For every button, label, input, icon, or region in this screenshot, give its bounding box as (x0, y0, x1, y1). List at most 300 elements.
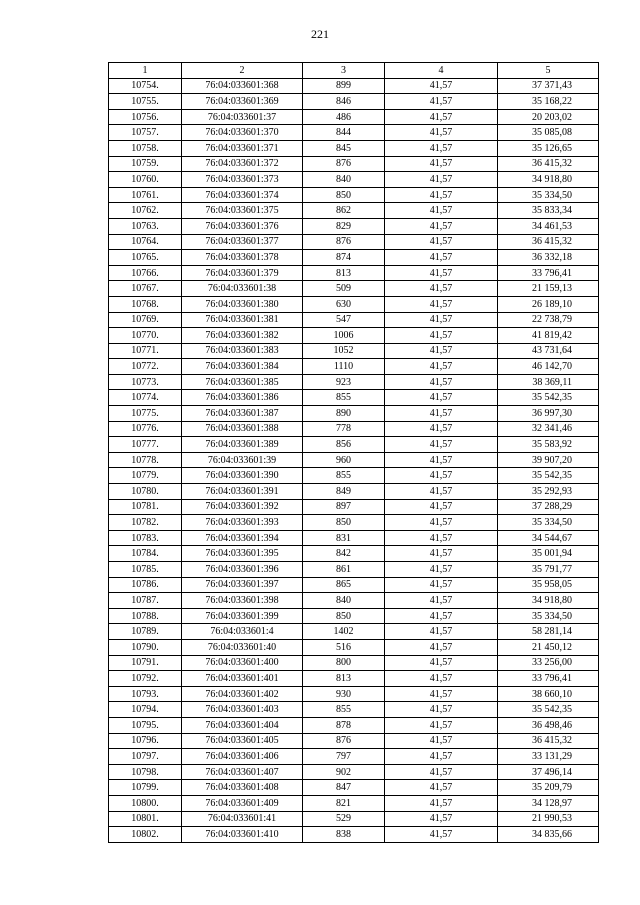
row-number-cell: 10783. (109, 530, 182, 546)
row-number-cell: 10782. (109, 515, 182, 531)
rate-cell: 41,57 (385, 187, 498, 203)
cadastral-number-cell: 76:04:033601:381 (182, 312, 303, 328)
column-header: 5 (498, 63, 599, 79)
table-row (109, 94, 599, 110)
amount-cell: 35 583,92 (498, 437, 599, 453)
table-row (109, 109, 599, 125)
rate-cell: 41,57 (385, 374, 498, 390)
area-cell: 849 (303, 484, 385, 500)
table-row (109, 125, 599, 141)
area-cell: 862 (303, 203, 385, 219)
cadastral-number-cell: 76:04:033601:409 (182, 795, 303, 811)
column-header: 2 (182, 63, 303, 79)
table-row (109, 437, 599, 453)
rate-cell: 41,57 (385, 717, 498, 733)
row-number-cell: 10777. (109, 437, 182, 453)
table-row (109, 421, 599, 437)
cadastral-number-cell: 76:04:033601:384 (182, 359, 303, 375)
table-row (109, 717, 599, 733)
table-row (109, 265, 599, 281)
table-row (109, 811, 599, 827)
area-cell: 831 (303, 530, 385, 546)
area-cell: 1110 (303, 359, 385, 375)
area-cell: 897 (303, 499, 385, 515)
row-number-cell: 10798. (109, 764, 182, 780)
row-number-cell: 10784. (109, 546, 182, 562)
amount-cell: 35 209,79 (498, 780, 599, 796)
area-cell: 516 (303, 639, 385, 655)
amount-cell: 34 128,97 (498, 795, 599, 811)
table-row (109, 452, 599, 468)
row-number-cell: 10762. (109, 203, 182, 219)
cadastral-number-cell: 76:04:033601:396 (182, 562, 303, 578)
amount-cell: 34 544,67 (498, 530, 599, 546)
area-cell: 878 (303, 717, 385, 733)
row-number-cell: 10779. (109, 468, 182, 484)
row-number-cell: 10755. (109, 94, 182, 110)
table-row (109, 749, 599, 765)
rate-cell: 41,57 (385, 795, 498, 811)
cadastral-number-cell: 76:04:033601:389 (182, 437, 303, 453)
table-row (109, 733, 599, 749)
cadastral-number-cell: 76:04:033601:391 (182, 484, 303, 500)
rate-cell: 41,57 (385, 530, 498, 546)
area-cell: 856 (303, 437, 385, 453)
area-cell: 850 (303, 515, 385, 531)
amount-cell: 37 288,29 (498, 499, 599, 515)
table-row (109, 546, 599, 562)
area-cell: 1052 (303, 343, 385, 359)
rate-cell: 41,57 (385, 125, 498, 141)
area-cell: 821 (303, 795, 385, 811)
amount-cell: 38 660,10 (498, 686, 599, 702)
area-cell: 850 (303, 187, 385, 203)
table-row (109, 827, 599, 843)
amount-cell: 21 990,53 (498, 811, 599, 827)
row-number-cell: 10776. (109, 421, 182, 437)
amount-cell: 41 819,42 (498, 328, 599, 344)
column-header: 3 (303, 63, 385, 79)
rate-cell: 41,57 (385, 437, 498, 453)
amount-cell: 35 833,34 (498, 203, 599, 219)
rate-cell: 41,57 (385, 296, 498, 312)
table-row (109, 250, 599, 266)
amount-cell: 33 131,29 (498, 749, 599, 765)
rate-cell: 41,57 (385, 515, 498, 531)
table-row (109, 156, 599, 172)
table-row (109, 484, 599, 500)
cadastral-number-cell: 76:04:033601:410 (182, 827, 303, 843)
area-cell: 840 (303, 172, 385, 188)
amount-cell: 26 189,10 (498, 296, 599, 312)
amount-cell: 33 256,00 (498, 655, 599, 671)
cadastral-number-cell: 76:04:033601:369 (182, 94, 303, 110)
table-row (109, 140, 599, 156)
table-row (109, 515, 599, 531)
table-row (109, 78, 599, 94)
rate-cell: 41,57 (385, 343, 498, 359)
amount-cell: 39 907,20 (498, 452, 599, 468)
area-cell: 486 (303, 109, 385, 125)
table-row (109, 296, 599, 312)
rate-cell: 41,57 (385, 78, 498, 94)
table-row (109, 530, 599, 546)
amount-cell: 35 542,35 (498, 468, 599, 484)
amount-cell: 35 334,50 (498, 187, 599, 203)
area-cell: 902 (303, 764, 385, 780)
cadastral-number-cell: 76:04:033601:397 (182, 577, 303, 593)
rate-cell: 41,57 (385, 749, 498, 765)
amount-cell: 36 415,32 (498, 733, 599, 749)
row-number-cell: 10756. (109, 109, 182, 125)
row-number-cell: 10766. (109, 265, 182, 281)
table-row (109, 655, 599, 671)
table-row (109, 639, 599, 655)
area-cell: 845 (303, 140, 385, 156)
rate-cell: 41,57 (385, 702, 498, 718)
row-number-cell: 10790. (109, 639, 182, 655)
cadastral-number-cell: 76:04:033601:377 (182, 234, 303, 250)
rate-cell: 41,57 (385, 686, 498, 702)
table-row (109, 468, 599, 484)
area-cell: 846 (303, 94, 385, 110)
area-cell: 840 (303, 593, 385, 609)
amount-cell: 35 334,50 (498, 608, 599, 624)
cadastral-number-cell: 76:04:033601:405 (182, 733, 303, 749)
amount-cell: 35 126,65 (498, 140, 599, 156)
area-cell: 923 (303, 374, 385, 390)
area-cell: 630 (303, 296, 385, 312)
area-cell: 800 (303, 655, 385, 671)
area-cell: 874 (303, 250, 385, 266)
cadastral-number-cell: 76:04:033601:398 (182, 593, 303, 609)
amount-cell: 58 281,14 (498, 624, 599, 640)
rate-cell: 41,57 (385, 421, 498, 437)
area-cell: 930 (303, 686, 385, 702)
row-number-cell: 10775. (109, 406, 182, 422)
rate-cell: 41,57 (385, 140, 498, 156)
row-number-cell: 10754. (109, 78, 182, 94)
table-row (109, 328, 599, 344)
table-row (109, 203, 599, 219)
area-cell: 855 (303, 468, 385, 484)
area-cell: 547 (303, 312, 385, 328)
table-row (109, 577, 599, 593)
row-number-cell: 10788. (109, 608, 182, 624)
amount-cell: 35 168,22 (498, 94, 599, 110)
cadastral-number-cell: 76:04:033601:385 (182, 374, 303, 390)
area-cell: 813 (303, 671, 385, 687)
row-number-cell: 10760. (109, 172, 182, 188)
rate-cell: 41,57 (385, 94, 498, 110)
cadastral-number-cell: 76:04:033601:406 (182, 749, 303, 765)
row-number-cell: 10761. (109, 187, 182, 203)
cadastral-number-cell: 76:04:033601:372 (182, 156, 303, 172)
row-number-cell: 10758. (109, 140, 182, 156)
cadastral-number-cell: 76:04:033601:401 (182, 671, 303, 687)
cadastral-number-cell: 76:04:033601:41 (182, 811, 303, 827)
cadastral-number-cell: 76:04:033601:380 (182, 296, 303, 312)
area-cell: 960 (303, 452, 385, 468)
cadastral-number-cell: 76:04:033601:368 (182, 78, 303, 94)
rate-cell: 41,57 (385, 655, 498, 671)
row-number-cell: 10765. (109, 250, 182, 266)
area-cell: 876 (303, 234, 385, 250)
area-cell: 855 (303, 702, 385, 718)
amount-cell: 37 371,43 (498, 78, 599, 94)
amount-cell: 35 085,08 (498, 125, 599, 141)
amount-cell: 36 415,32 (498, 156, 599, 172)
cadastral-number-cell: 76:04:033601:404 (182, 717, 303, 733)
amount-cell: 34 461,53 (498, 218, 599, 234)
table-row (109, 374, 599, 390)
row-number-cell: 10795. (109, 717, 182, 733)
row-number-cell: 10757. (109, 125, 182, 141)
area-cell: 876 (303, 156, 385, 172)
cadastral-number-cell: 76:04:033601:371 (182, 140, 303, 156)
cadastral-number-cell: 76:04:033601:40 (182, 639, 303, 655)
cadastral-number-cell: 76:04:033601:400 (182, 655, 303, 671)
table-row (109, 390, 599, 406)
table-row (109, 593, 599, 609)
rate-cell: 41,57 (385, 312, 498, 328)
amount-cell: 43 731,64 (498, 343, 599, 359)
table-row (109, 702, 599, 718)
cadastral-number-cell: 76:04:033601:395 (182, 546, 303, 562)
rate-cell: 41,57 (385, 328, 498, 344)
row-number-cell: 10772. (109, 359, 182, 375)
amount-cell: 36 997,30 (498, 406, 599, 422)
rate-cell: 41,57 (385, 608, 498, 624)
area-cell: 850 (303, 608, 385, 624)
rate-cell: 41,57 (385, 827, 498, 843)
row-number-cell: 10791. (109, 655, 182, 671)
row-number-cell: 10778. (109, 452, 182, 468)
row-number-cell: 10786. (109, 577, 182, 593)
area-cell: 529 (303, 811, 385, 827)
table-row (109, 608, 599, 624)
row-number-cell: 10787. (109, 593, 182, 609)
column-header: 1 (109, 63, 182, 79)
amount-cell: 35 958,05 (498, 577, 599, 593)
amount-cell: 22 738,79 (498, 312, 599, 328)
amount-cell: 34 835,66 (498, 827, 599, 843)
rate-cell: 41,57 (385, 639, 498, 655)
amount-cell: 36 498,46 (498, 717, 599, 733)
amount-cell: 35 791,77 (498, 562, 599, 578)
cadastral-number-cell: 76:04:033601:37 (182, 109, 303, 125)
row-number-cell: 10769. (109, 312, 182, 328)
table-row (109, 343, 599, 359)
amount-cell: 38 369,11 (498, 374, 599, 390)
rate-cell: 41,57 (385, 811, 498, 827)
rate-cell: 41,57 (385, 468, 498, 484)
rate-cell: 41,57 (385, 109, 498, 125)
cadastral-number-cell: 76:04:033601:402 (182, 686, 303, 702)
row-number-cell: 10793. (109, 686, 182, 702)
cadastral-number-cell: 76:04:033601:399 (182, 608, 303, 624)
data-table (108, 62, 599, 843)
amount-cell: 36 415,32 (498, 234, 599, 250)
rate-cell: 41,57 (385, 764, 498, 780)
area-cell: 876 (303, 733, 385, 749)
table-row (109, 312, 599, 328)
table-row (109, 218, 599, 234)
area-cell: 509 (303, 281, 385, 297)
area-cell: 829 (303, 218, 385, 234)
amount-cell: 34 918,80 (498, 593, 599, 609)
page-number: 221 (311, 27, 329, 41)
row-number-cell: 10789. (109, 624, 182, 640)
rate-cell: 41,57 (385, 484, 498, 500)
cadastral-number-cell: 76:04:033601:393 (182, 515, 303, 531)
table-row (109, 686, 599, 702)
rate-cell: 41,57 (385, 172, 498, 188)
amount-cell: 33 796,41 (498, 265, 599, 281)
rate-cell: 41,57 (385, 452, 498, 468)
cadastral-number-cell: 76:04:033601:403 (182, 702, 303, 718)
row-number-cell: 10764. (109, 234, 182, 250)
amount-cell: 33 796,41 (498, 671, 599, 687)
area-cell: 847 (303, 780, 385, 796)
rate-cell: 41,57 (385, 546, 498, 562)
row-number-cell: 10771. (109, 343, 182, 359)
row-number-cell: 10767. (109, 281, 182, 297)
row-number-cell: 10774. (109, 390, 182, 406)
table-body (109, 78, 599, 842)
table-row (109, 281, 599, 297)
area-cell: 844 (303, 125, 385, 141)
row-number-cell: 10794. (109, 702, 182, 718)
row-number-cell: 10799. (109, 780, 182, 796)
amount-cell: 35 001,94 (498, 546, 599, 562)
cadastral-number-cell: 76:04:033601:39 (182, 452, 303, 468)
table-row (109, 780, 599, 796)
table-row (109, 359, 599, 375)
table-row (109, 499, 599, 515)
cadastral-number-cell: 76:04:033601:374 (182, 187, 303, 203)
amount-cell: 37 496,14 (498, 764, 599, 780)
rate-cell: 41,57 (385, 265, 498, 281)
row-number-cell: 10763. (109, 218, 182, 234)
cadastral-number-cell: 76:04:033601:383 (182, 343, 303, 359)
area-cell: 838 (303, 827, 385, 843)
rate-cell: 41,57 (385, 624, 498, 640)
cadastral-number-cell: 76:04:033601:394 (182, 530, 303, 546)
table-row (109, 795, 599, 811)
cadastral-number-cell: 76:04:033601:390 (182, 468, 303, 484)
rate-cell: 41,57 (385, 733, 498, 749)
cadastral-number-cell: 76:04:033601:379 (182, 265, 303, 281)
cadastral-number-cell: 76:04:033601:408 (182, 780, 303, 796)
row-number-cell: 10792. (109, 671, 182, 687)
rate-cell: 41,57 (385, 406, 498, 422)
cadastral-number-cell: 76:04:033601:375 (182, 203, 303, 219)
area-cell: 861 (303, 562, 385, 578)
area-cell: 797 (303, 749, 385, 765)
cadastral-number-cell: 76:04:033601:392 (182, 499, 303, 515)
amount-cell: 35 292,93 (498, 484, 599, 500)
area-cell: 842 (303, 546, 385, 562)
table-row (109, 671, 599, 687)
area-cell: 865 (303, 577, 385, 593)
rate-cell: 41,57 (385, 562, 498, 578)
row-number-cell: 10785. (109, 562, 182, 578)
cadastral-number-cell: 76:04:033601:376 (182, 218, 303, 234)
table-row (109, 172, 599, 188)
amount-cell: 36 332,18 (498, 250, 599, 266)
cadastral-number-cell: 76:04:033601:407 (182, 764, 303, 780)
column-header: 4 (385, 63, 498, 79)
area-cell: 890 (303, 406, 385, 422)
row-number-cell: 10770. (109, 328, 182, 344)
cadastral-number-cell: 76:04:033601:388 (182, 421, 303, 437)
table-header-row (109, 63, 599, 79)
row-number-cell: 10796. (109, 733, 182, 749)
area-cell: 855 (303, 390, 385, 406)
row-number-cell: 10759. (109, 156, 182, 172)
amount-cell: 20 203,02 (498, 109, 599, 125)
amount-cell: 32 341,46 (498, 421, 599, 437)
row-number-cell: 10802. (109, 827, 182, 843)
table-row (109, 562, 599, 578)
rate-cell: 41,57 (385, 281, 498, 297)
cadastral-number-cell: 76:04:033601:4 (182, 624, 303, 640)
rate-cell: 41,57 (385, 593, 498, 609)
cadastral-number-cell: 76:04:033601:387 (182, 406, 303, 422)
cadastral-number-cell: 76:04:033601:382 (182, 328, 303, 344)
cadastral-number-cell: 76:04:033601:38 (182, 281, 303, 297)
amount-cell: 21 450,12 (498, 639, 599, 655)
rate-cell: 41,57 (385, 234, 498, 250)
rate-cell: 41,57 (385, 499, 498, 515)
area-cell: 1006 (303, 328, 385, 344)
row-number-cell: 10801. (109, 811, 182, 827)
amount-cell: 35 334,50 (498, 515, 599, 531)
cadastral-number-cell: 76:04:033601:378 (182, 250, 303, 266)
table-row (109, 764, 599, 780)
rate-cell: 41,57 (385, 671, 498, 687)
row-number-cell: 10773. (109, 374, 182, 390)
cadastral-number-cell: 76:04:033601:386 (182, 390, 303, 406)
amount-cell: 35 542,35 (498, 390, 599, 406)
row-number-cell: 10768. (109, 296, 182, 312)
rate-cell: 41,57 (385, 218, 498, 234)
amount-cell: 35 542,35 (498, 702, 599, 718)
rate-cell: 41,57 (385, 577, 498, 593)
row-number-cell: 10780. (109, 484, 182, 500)
amount-cell: 46 142,70 (498, 359, 599, 375)
area-cell: 1402 (303, 624, 385, 640)
area-cell: 778 (303, 421, 385, 437)
table-row (109, 624, 599, 640)
rate-cell: 41,57 (385, 780, 498, 796)
cadastral-number-cell: 76:04:033601:373 (182, 172, 303, 188)
rate-cell: 41,57 (385, 390, 498, 406)
area-cell: 899 (303, 78, 385, 94)
cadastral-number-cell: 76:04:033601:370 (182, 125, 303, 141)
amount-cell: 34 918,80 (498, 172, 599, 188)
table-row (109, 187, 599, 203)
row-number-cell: 10797. (109, 749, 182, 765)
rate-cell: 41,57 (385, 250, 498, 266)
row-number-cell: 10800. (109, 795, 182, 811)
table-row (109, 234, 599, 250)
rate-cell: 41,57 (385, 203, 498, 219)
rate-cell: 41,57 (385, 359, 498, 375)
area-cell: 813 (303, 265, 385, 281)
table-row (109, 406, 599, 422)
